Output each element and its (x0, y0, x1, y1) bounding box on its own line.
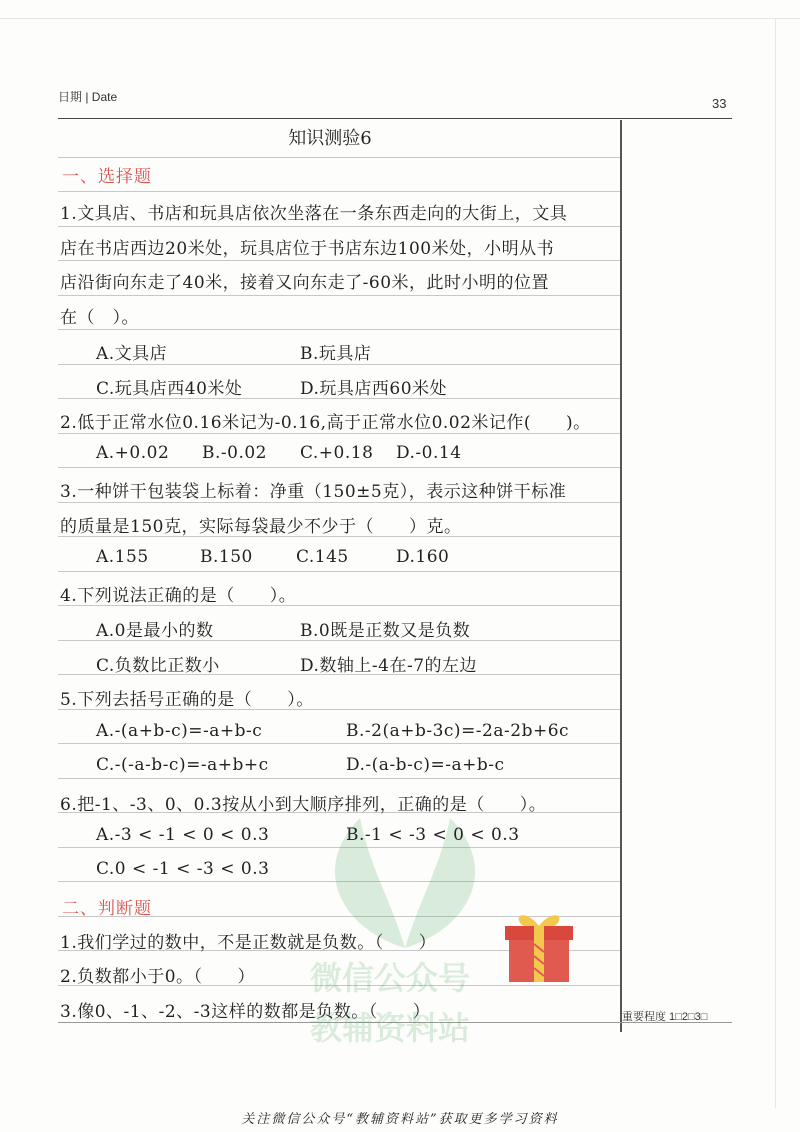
q4-option-a: A.0是最小的数 (96, 621, 214, 641)
ruled-line (58, 743, 620, 744)
ruled-line (58, 467, 620, 468)
ruled-line (58, 847, 620, 848)
q3-option-a: A.155 (96, 547, 149, 567)
judge-item-3: 3.像0、-1、-2、-3这样的数都是负数。（ ） (60, 1002, 431, 1022)
q1-option-d: D.玩具店西60米处 (300, 379, 448, 399)
q1-option-c: C.玩具店西40米处 (96, 379, 243, 399)
ruled-line (58, 157, 620, 158)
q1-option-a: A.文具店 (96, 344, 168, 364)
ruled-line (58, 260, 620, 261)
section-judge-title: 二、判断题 (62, 899, 152, 919)
q6-text: 6.把-1、-3、0、0.3按从小到大顺序排列，正确的是（ ）。 (60, 795, 547, 815)
q5-option-b: B.-2(a+b-3c)=-2a-2b+6c (346, 721, 570, 741)
q2-option-b: B.-0.02 (202, 443, 267, 463)
ruled-line (58, 571, 620, 572)
gift-box-icon (503, 908, 575, 983)
q4-option-c: C.负数比正数小 (96, 656, 220, 676)
section-choice-title: 一、选择题 (62, 167, 152, 187)
q3-option-b: B.150 (200, 547, 253, 567)
watermark-line2: 教辅资料站 (310, 1009, 471, 1047)
judge-item-1: 1.我们学过的数中，不是正数就是负数。（ ） (60, 933, 437, 953)
judge-item-2: 2.负数都小于0。（ ） (60, 967, 256, 987)
date-label: 日期 | Date (58, 90, 118, 104)
q1-line-1: 1.文具店、书店和玩具店依次坐落在一条东西走向的大街上，文具 (60, 204, 568, 224)
q4-option-b: B.0既是正数又是负数 (300, 621, 471, 641)
page-edge-top (0, 18, 800, 19)
q3-line-2: 的质量是150克，实际每袋最少不少于（ ）克。 (60, 517, 462, 537)
q4-option-d: D.数轴上-4在-7的左边 (300, 656, 478, 676)
ruled-line (58, 364, 620, 365)
watermark-line1: 微信公众号 (310, 959, 471, 997)
ruled-line (58, 502, 620, 503)
q3-option-d: D.160 (396, 547, 450, 567)
footer-note: 关注微信公众号“教辅资料站”获取更多学习资料 (241, 1112, 559, 1127)
top-rule (58, 118, 732, 119)
q1-line-4: 在（ ）。 (60, 308, 139, 328)
q2-option-c: C.+0.18 (300, 443, 374, 463)
q1-line-2: 店在书店西边20米处，玩具店位于书店东边100米处，小明从书 (60, 239, 555, 259)
ruled-line (58, 433, 620, 434)
page-number: 33 (712, 96, 727, 111)
q6-option-a: A.-3 < -1 < 0 < 0.3 (96, 825, 270, 845)
ruled-line (58, 329, 620, 330)
q2-option-d: D.-0.14 (396, 443, 462, 463)
margin-divider (620, 120, 622, 1032)
ruled-line (58, 295, 620, 296)
q5-option-d: D.-(a-b-c)=-a+b-c (346, 755, 505, 775)
ruled-line (58, 191, 620, 192)
q2-option-a: A.+0.02 (96, 443, 170, 463)
q5-option-a: A.-(a+b-c)=-a+b-c (96, 721, 263, 741)
q2-text: 2.低于正常水位0.16米记为-0.16,高于正常水位0.02米记作( )。 (60, 413, 591, 433)
q1-line-3: 店沿街向东走了40米，接着又向东走了-60米，此时小明的位置 (60, 273, 550, 293)
q6-option-c: C.0 < -1 < -3 < 0.3 (96, 859, 270, 879)
ruled-line (58, 226, 620, 227)
q4-text: 4.下列说法正确的是（ ）。 (60, 586, 297, 606)
q3-option-c: C.145 (296, 547, 349, 567)
q6-option-b: B.-1 < -3 < 0 < 0.3 (346, 825, 520, 845)
importance-rating: 重要程度 1□2□3□ (622, 1011, 708, 1023)
q1-option-b: B.玩具店 (300, 344, 372, 364)
ruled-line (58, 881, 620, 882)
ruled-line (58, 778, 620, 779)
page-title: 知识测验6 (288, 128, 372, 149)
q3-line-1: 3.一种饼干包装袋上标着：净重（150±5克），表示这种饼干标准 (60, 482, 567, 502)
page-edge-right (775, 18, 776, 1108)
q5-text: 5.下列去括号正确的是（ ）。 (60, 690, 314, 710)
q5-option-c: C.-(-a-b-c)=-a+b+c (96, 755, 269, 775)
